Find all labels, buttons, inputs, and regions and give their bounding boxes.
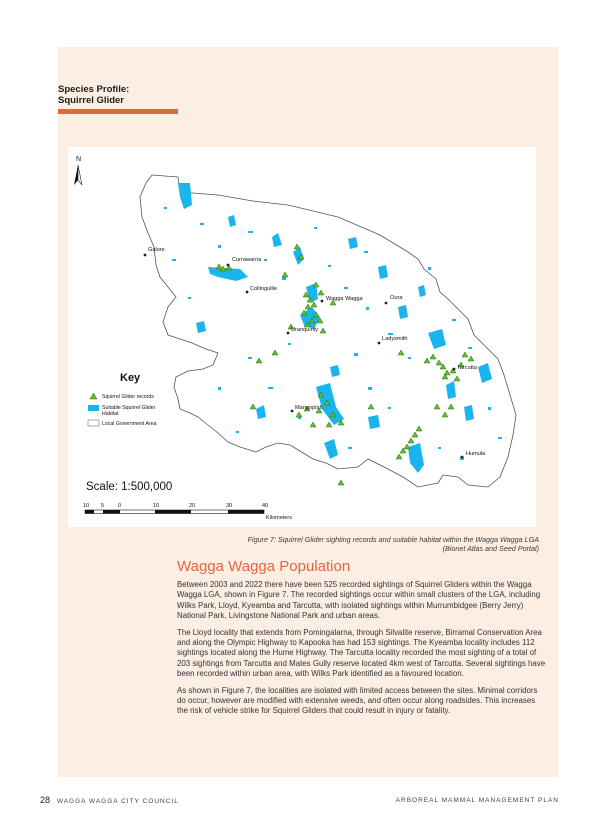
- svg-text:Kilometers: Kilometers: [266, 515, 292, 521]
- scale-bar: [83, 481, 292, 521]
- svg-text:10: 10: [83, 503, 90, 509]
- town-wagga-wagga: Wagga Wagga: [326, 296, 363, 302]
- town-uranquinty: Uranquinty: [291, 327, 319, 333]
- paragraph: Between 2003 and 2022 there have been 525 recorded sightings of Squirrel Gliders within the Wagga Wagga LGA, shown in Figure 7. The recorded sightings occur within small clusters of the LGA, including Wilks Park, Lloyd, Kyeamba and Tarcutta, with isolated sightings within Murrumbidgee (Berry Jerry) National Park, Livingstone National Park and urban areas.: [177, 580, 541, 621]
- town-humula: Humula: [466, 451, 486, 457]
- svg-text:5: 5: [101, 503, 105, 509]
- svg-text:N: N: [76, 156, 82, 163]
- svg-text:30: 30: [226, 503, 233, 509]
- town-ladysmith: Ladysmith: [382, 336, 408, 342]
- town-galore: Galore: [148, 247, 165, 253]
- species-profile-title: Species Profile: Squirrel Glider: [58, 84, 130, 106]
- title-accent-bar: [58, 109, 178, 114]
- map-key: [88, 372, 157, 427]
- scale-label: Scale: 1:500,000: [86, 481, 173, 493]
- town-collingullie: Collingullie: [250, 286, 278, 292]
- figure-caption: Figure 7: Squirrel Glider sighting records and suitable habitat within the Wagga Wagga LGA (Bionet Atlas and Seed Portal): [247, 535, 539, 553]
- key-title: Key: [120, 372, 141, 384]
- legend-records-label: Squirrel Glider records: [102, 394, 154, 400]
- lga-swatch: [88, 420, 99, 426]
- paragraph: The Lloyd locality that extends from Pomingalarna, through Silvalite reserve, Birramal Conservation Area and along the Olympic Highway to Kapooka has had 153 sightings. The Kyeamba locality includes 112 sightings located along the Hume Highway. The Tarcutta locality recorded the most sighting of a total of 203 sightings from Tarcutta and Mates Gully reserve located 4km west of Tarcutta. Several sightings have been recorded within urban area, with Wilks Park identified as a favoured location.: [177, 627, 546, 679]
- record-triangle-icon: [90, 393, 97, 399]
- lga-boundary: [140, 175, 516, 487]
- town-currawarna: Currawarna: [232, 257, 262, 263]
- habitat-map: [68, 147, 536, 527]
- svg-text:0: 0: [118, 503, 122, 509]
- north-arrow-icon: [74, 156, 82, 185]
- map-svg: [68, 147, 536, 527]
- town-tarcutta: Tarcutta: [457, 365, 477, 371]
- town-mangoplah: Mangoplah: [295, 405, 323, 411]
- town-oura: Oura: [390, 295, 403, 301]
- legend-habitat-label: Suitable Squirrel Glider: [102, 405, 156, 411]
- footer-left: [40, 795, 179, 805]
- council-name: WAGGA WAGGA CITY COUNCIL: [56, 798, 179, 805]
- legend-habitat-label-2: Habitat: [102, 411, 119, 417]
- legend-lga-label: Local Government Area: [102, 421, 157, 427]
- paragraph: As shown in Figure 7, the localities are isolated with limited access between the sites. Minimal corridors do occur, however are modified with extensive weeds, and often occur along roadsides. This increases the risk of vehicle strike for Squirrel Gliders that could result in injury or fatality.: [177, 685, 538, 716]
- section-body: [177, 580, 547, 723]
- svg-text:10: 10: [153, 503, 160, 509]
- page-number: 28: [40, 795, 51, 805]
- section-heading: Wagga Wagga Population: [177, 558, 351, 575]
- svg-text:20: 20: [189, 503, 196, 509]
- svg-text:40: 40: [262, 503, 269, 509]
- habitat-swatch: [88, 405, 99, 411]
- footer-plan-title: ARBOREAL MAMMAL MANAGEMENT PLAN: [395, 797, 559, 804]
